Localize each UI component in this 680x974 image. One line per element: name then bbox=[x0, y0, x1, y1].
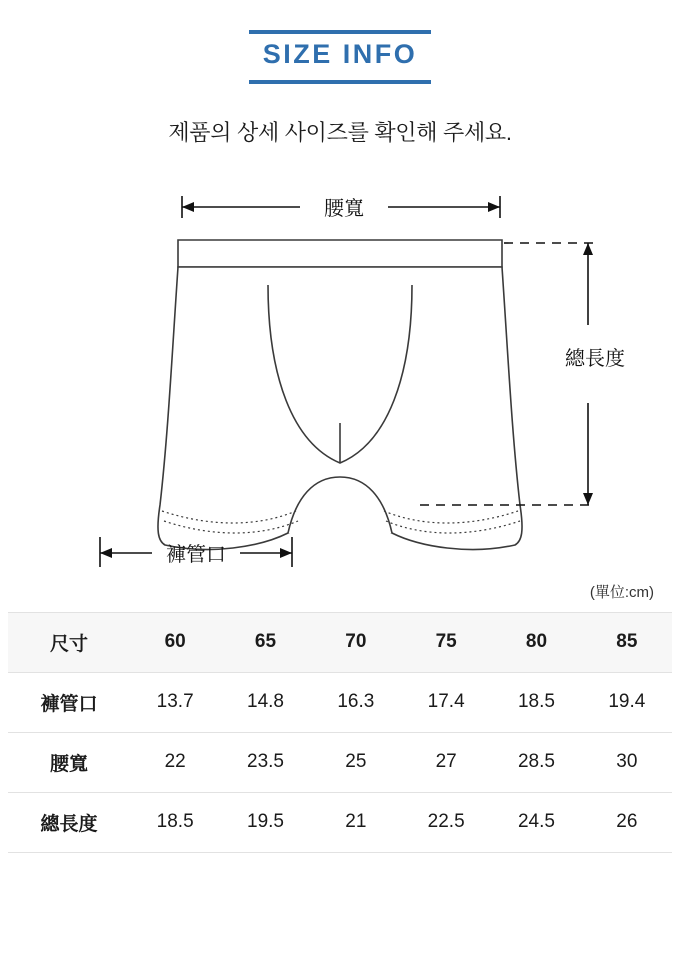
cell-leg-opening-85: 19.4 bbox=[582, 672, 672, 732]
cell-waist-70: 25 bbox=[311, 732, 401, 792]
size-table-head bbox=[8, 612, 672, 672]
cell-total-length-70: 21 bbox=[311, 792, 401, 852]
row-label-leg-opening: 褲管口 bbox=[8, 672, 130, 732]
page-title: SIZE INFO bbox=[262, 39, 418, 69]
leg-opening-label: 褲管口 bbox=[166, 543, 226, 566]
garment-diagram bbox=[0, 175, 680, 575]
column-header-4: 75 bbox=[401, 612, 491, 672]
cell-waist-80: 28.5 bbox=[491, 732, 581, 792]
cell-leg-opening-70: 16.3 bbox=[311, 672, 401, 732]
table-row bbox=[8, 672, 672, 732]
unit-note: (單位:cm) bbox=[589, 583, 654, 601]
cell-waist-65: 23.5 bbox=[220, 732, 310, 792]
cell-waist-75: 27 bbox=[401, 732, 491, 792]
cell-leg-opening-80: 18.5 bbox=[491, 672, 581, 732]
total-length-label: 總長度 bbox=[565, 347, 625, 370]
page-title-wrap bbox=[249, 30, 432, 84]
cell-leg-opening-60: 13.7 bbox=[130, 672, 220, 732]
cell-total-length-65: 19.5 bbox=[220, 792, 310, 852]
column-header-1: 60 bbox=[130, 612, 220, 672]
cell-waist-60: 22 bbox=[130, 732, 220, 792]
column-header-2: 65 bbox=[220, 612, 310, 672]
page-subtitle: 제품의 상세 사이즈를 확인해 주세요. bbox=[168, 119, 512, 145]
cell-total-length-85: 26 bbox=[582, 792, 672, 852]
size-table-wrap bbox=[0, 612, 680, 853]
cell-total-length-75: 22.5 bbox=[401, 792, 491, 852]
size-table bbox=[8, 612, 672, 853]
column-header-3: 70 bbox=[311, 612, 401, 672]
waist-label: 腰寬 bbox=[324, 197, 364, 220]
table-header-row bbox=[8, 612, 672, 672]
cell-total-length-60: 18.5 bbox=[130, 792, 220, 852]
row-label-waist: 腰寬 bbox=[8, 732, 130, 792]
column-header-6: 85 bbox=[582, 612, 672, 672]
boxer-brief-outline bbox=[158, 240, 522, 549]
table-row bbox=[8, 732, 672, 792]
table-row bbox=[8, 792, 672, 852]
row-label-total-length: 總長度 bbox=[8, 792, 130, 852]
cell-total-length-80: 24.5 bbox=[491, 792, 581, 852]
column-header-5: 80 bbox=[491, 612, 581, 672]
size-table-body bbox=[8, 672, 672, 852]
header bbox=[0, 0, 680, 147]
cell-waist-85: 30 bbox=[582, 732, 672, 792]
column-header-0: 尺寸 bbox=[8, 612, 130, 672]
cell-leg-opening-65: 14.8 bbox=[220, 672, 310, 732]
cell-leg-opening-75: 17.4 bbox=[401, 672, 491, 732]
